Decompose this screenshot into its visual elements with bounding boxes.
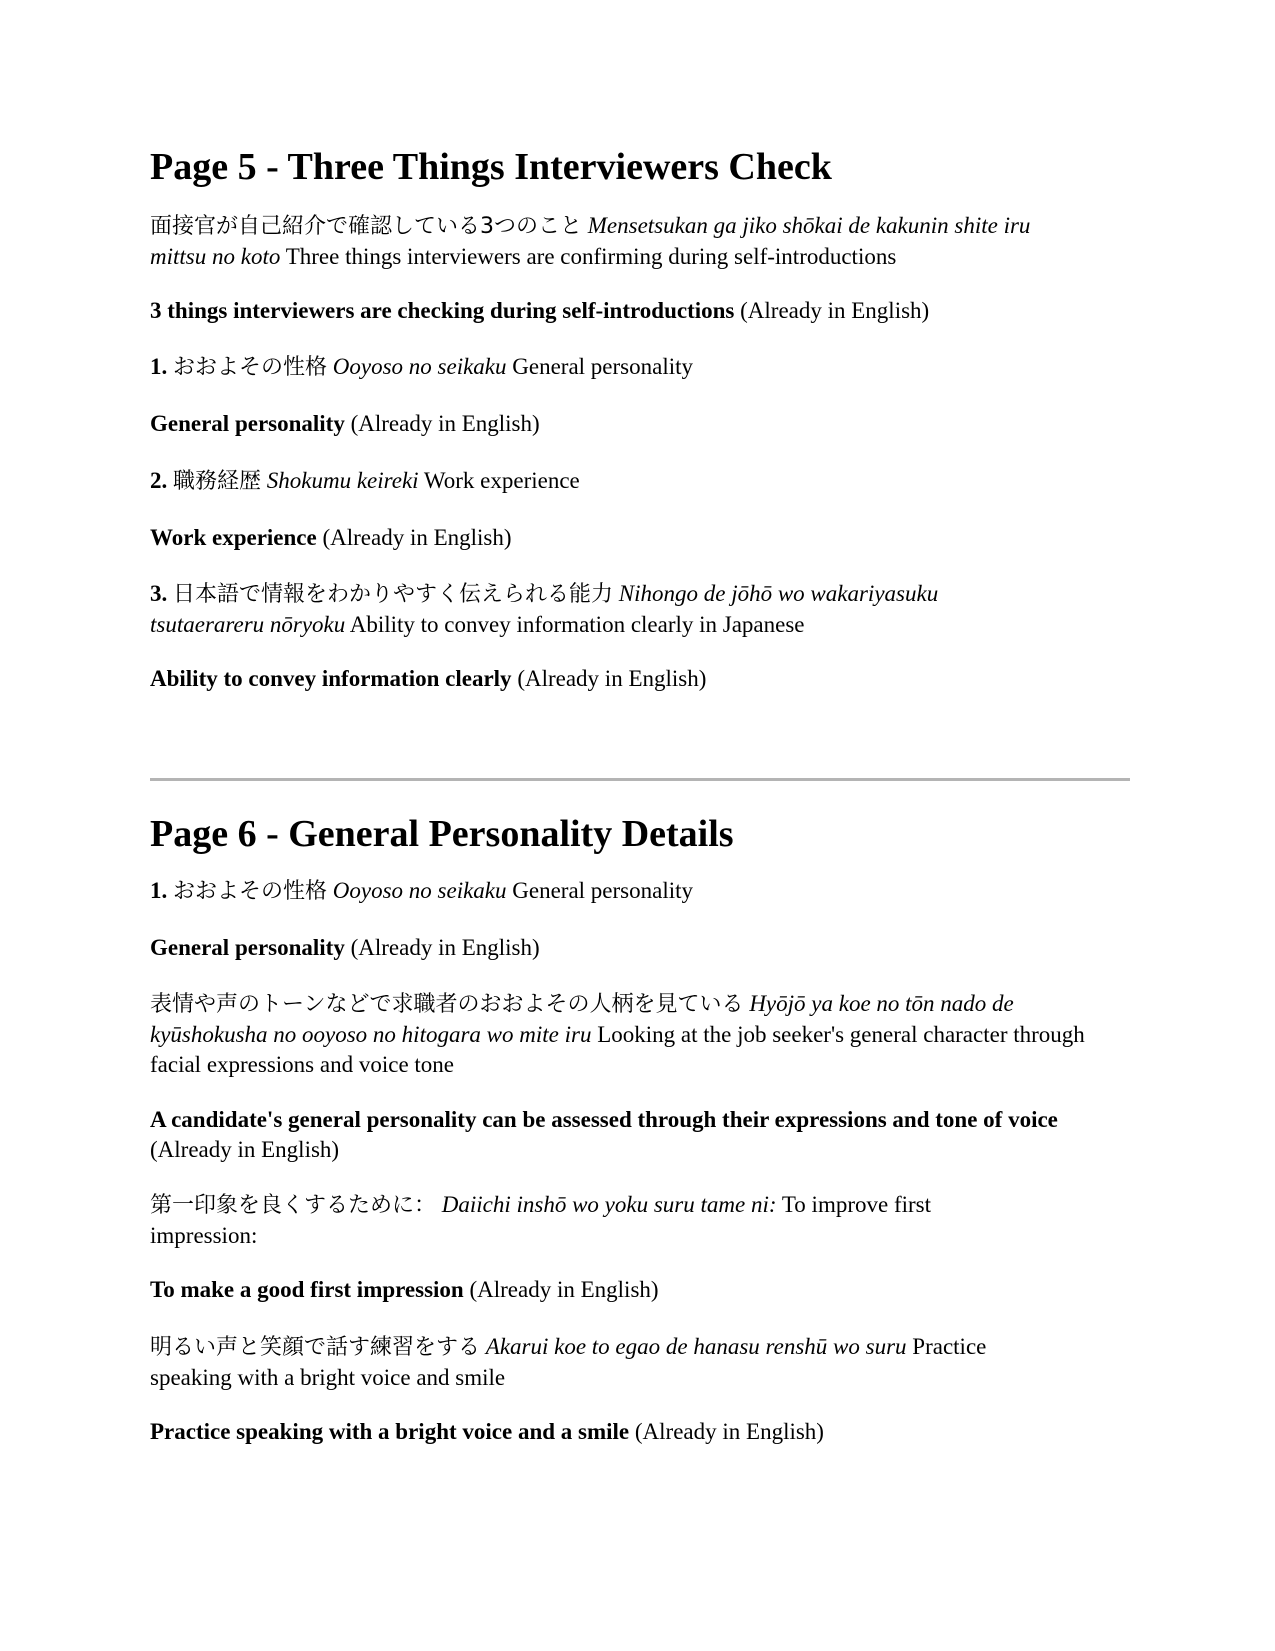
note-text: (Already in English) bbox=[517, 666, 707, 691]
romaji-text: Daiichi inshō wo yoku suru tame ni: bbox=[441, 1192, 777, 1217]
section-6-paragraph-2-english bbox=[150, 1275, 659, 1305]
english-text: Three things interviewers are confirming during self-introductions bbox=[285, 244, 897, 269]
english-text: Ability to convey information clearly in Japanese bbox=[349, 612, 805, 637]
section-5-intro-english bbox=[150, 296, 929, 326]
section-5-item-1 bbox=[150, 352, 693, 383]
section-5-item-2 bbox=[150, 466, 580, 497]
section-divider bbox=[150, 778, 1130, 781]
japanese-text: 表情や声のトーンなどで求職者のおおよその人柄を見ている bbox=[150, 992, 744, 1017]
note-text: (Already in English) bbox=[350, 935, 540, 960]
section-6-paragraph-3-english bbox=[150, 1417, 824, 1447]
japanese-text: 第一印象を良くするために： bbox=[150, 1193, 437, 1218]
romaji-text: Shokumu keireki bbox=[266, 468, 419, 493]
bold-english-text: A candidate's general personality can be assessed through their expressions and tone of voice bbox=[150, 1107, 1058, 1132]
bold-english-text: 3 things interviewers are checking during self-introductions bbox=[150, 298, 735, 323]
item-number: 2. bbox=[150, 468, 168, 493]
japanese-text: おおよその性格 bbox=[173, 355, 328, 380]
bold-english-text: Work experience bbox=[150, 525, 317, 550]
section-6-item-1 bbox=[150, 876, 693, 907]
japanese-text: 日本語で情報をわかりやすく伝えられる能力 bbox=[173, 582, 614, 607]
bold-english-text: Practice speaking with a bright voice and a smile bbox=[150, 1419, 630, 1444]
english-text: Work experience bbox=[423, 468, 580, 493]
romaji-text: Ooyoso no seikaku bbox=[332, 354, 507, 379]
note-text: (Already in English) bbox=[350, 411, 540, 436]
bold-english-text: To make a good first impression bbox=[150, 1277, 464, 1302]
japanese-text: 面接官が自己紹介で確認している3つのこと bbox=[150, 214, 582, 239]
bold-english-text: Ability to convey information clearly bbox=[150, 666, 512, 691]
bold-english-text: General personality bbox=[150, 411, 345, 436]
english-text: Looking at the job seeker's general character through facial expressions and voice tone bbox=[150, 1022, 1085, 1077]
section-6-item-1-english bbox=[150, 933, 540, 963]
section-6-paragraph-2 bbox=[150, 1190, 1030, 1251]
note-text: (Already in English) bbox=[740, 298, 930, 323]
section-6-heading: Page 6 - General Personality Details bbox=[150, 813, 734, 855]
section-6-paragraph-1-english bbox=[150, 1105, 1070, 1165]
section-6-paragraph-3 bbox=[150, 1332, 1070, 1393]
item-number: 1. bbox=[150, 354, 168, 379]
english-text: Practice speaking with a bright voice and smile bbox=[150, 1334, 987, 1390]
section-5-item-3 bbox=[150, 579, 1050, 640]
note-text: (Already in English) bbox=[322, 525, 512, 550]
note-text: (Already in English) bbox=[150, 1137, 340, 1162]
romaji-text: Nihongo de jōhō wo wakariyasuku tsutaerareru nōryoku bbox=[150, 581, 939, 637]
section-5-intro bbox=[150, 211, 1090, 272]
english-text: To improve first impression: bbox=[150, 1192, 931, 1248]
romaji-text: Hyōjō ya koe no tōn nado de kyūshokusha no ooyoso no hitogara wo mite iru bbox=[150, 991, 1014, 1047]
romaji-text: Mensetsukan ga jiko shōkai de kakunin shite iru mittsu no koto bbox=[150, 213, 1031, 269]
bold-english-text: General personality bbox=[150, 935, 345, 960]
japanese-text: おおよその性格 bbox=[173, 879, 328, 904]
section-5-item-2-english bbox=[150, 523, 512, 553]
section-5-heading: Page 5 - Three Things Interviewers Check bbox=[150, 146, 832, 188]
section-5-item-3-english bbox=[150, 664, 706, 694]
romaji-text: Akarui koe to egao de hanasu renshū wo suru bbox=[485, 1334, 907, 1359]
item-number: 1. bbox=[150, 878, 168, 903]
section-5-item-1-english bbox=[150, 409, 540, 439]
english-text: General personality bbox=[512, 878, 693, 903]
japanese-text: 職務経歴 bbox=[173, 469, 262, 494]
note-text: (Already in English) bbox=[634, 1419, 824, 1444]
english-text: General personality bbox=[512, 354, 693, 379]
section-6-paragraph-1 bbox=[150, 989, 1085, 1080]
note-text: (Already in English) bbox=[469, 1277, 659, 1302]
item-number: 3. bbox=[150, 581, 168, 606]
japanese-text: 明るい声と笑顔で話す練習をする bbox=[150, 1335, 481, 1360]
romaji-text: Ooyoso no seikaku bbox=[332, 878, 507, 903]
